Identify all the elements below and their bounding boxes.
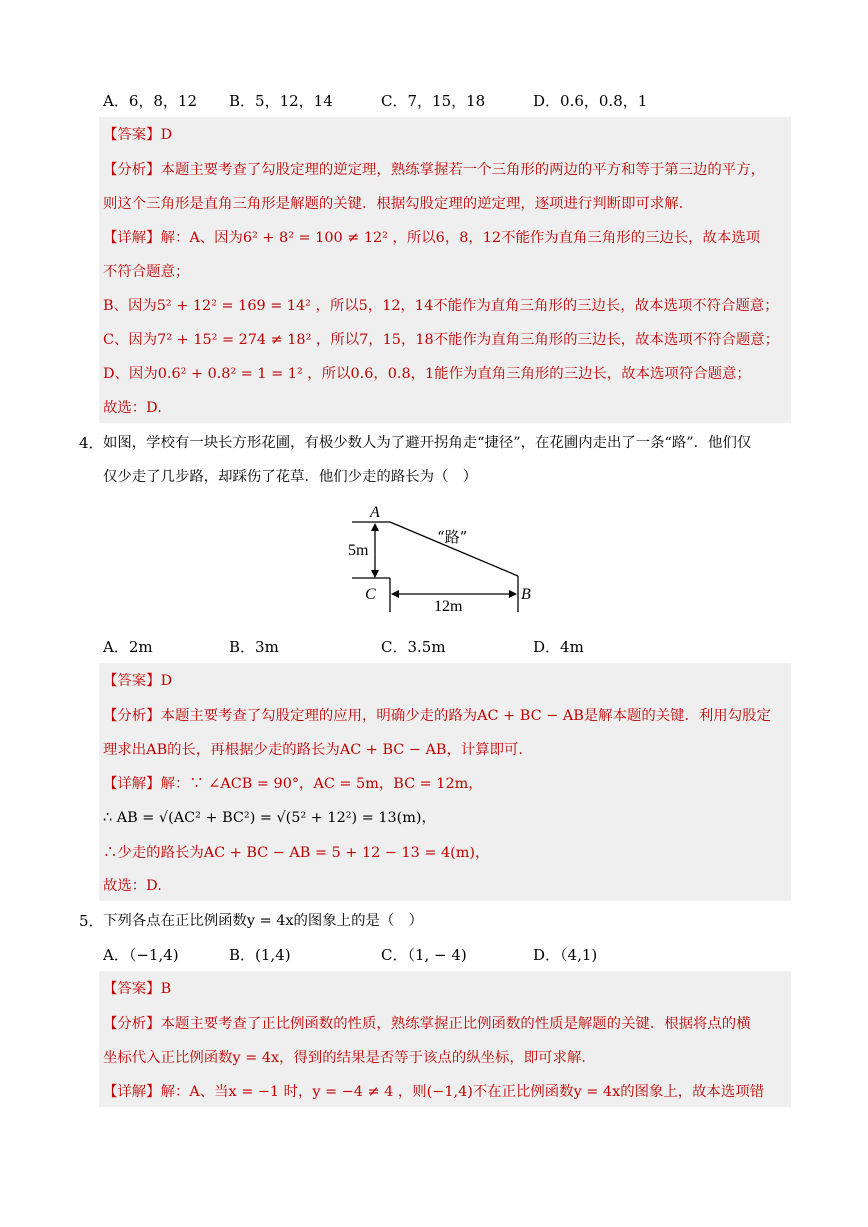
- q3-option-c: C．7，15，18: [381, 92, 486, 110]
- q4-figure: [0, 498, 868, 628]
- q5-analysis-line-1: 【分析】本题主要考查了正比例函数的性质，熟练掌握正比例函数的性质是解题的关键．根据将点的横: [103, 1016, 751, 1032]
- q3-detail-line-5: D、因为0.6² + 0.8² = 1 = 1² ，所以0.6，0.8，1能作为直角三角形的三边长，故本选项符合题意；: [103, 366, 751, 382]
- q4-stem-line-2: 仅少走了几步路，却踩伤了花草．他们少走的路长为（ ）: [103, 469, 478, 485]
- q5-answer: 【答案】B: [103, 981, 172, 997]
- q3-answer: 【答案】D: [103, 127, 173, 143]
- arrow-left-head: [391, 590, 399, 598]
- q5-option-b: B．(1,4): [229, 946, 291, 964]
- q5-option-d: D．（4,1): [533, 946, 598, 964]
- q4-option-d: D．4m: [533, 638, 584, 656]
- q3-detail-line-4: C、因为7² + 15² = 274 ≠ 18² ，所以7，15，18不能作为直角三角形的三边长，故本选项不符合题意；: [103, 332, 780, 348]
- q3-option-b: B．5，12，14: [229, 92, 333, 110]
- q4-analysis-line-2: 理求出AB的长，再根据少走的路长为AC + BC − AB，计算即可．: [103, 742, 533, 758]
- q5-option-c: C．（1, − 4): [381, 946, 467, 964]
- arrow-up-head: [371, 523, 379, 531]
- q4-answer: 【答案】D: [103, 673, 173, 689]
- label-a: A: [370, 504, 380, 521]
- q5-number: 5．: [79, 912, 104, 930]
- q3-analysis-line-1: 【分析】本题主要考查了勾股定理的逆定理，熟练掌握若一个三角形的两边的平方和等于第三边的平方，: [103, 162, 765, 178]
- label-b: B: [521, 586, 531, 603]
- q4-detail-line-2: ∴ AB = √(AC² + BC²) = √(5² + 12²) = 13(m)，: [103, 810, 436, 826]
- q3-detail-line-2: 不符合题意；: [103, 264, 190, 280]
- q4-option-b: B．3m: [229, 638, 279, 656]
- q3-detail-line-1: 【详解】解：A、因为6² + 8² = 100 ≠ 12² ，所以6，8，12不能作为直角三角形的三边长，故本选项: [103, 230, 761, 246]
- q4-number: 4．: [79, 434, 104, 452]
- label-c: C: [365, 586, 376, 603]
- q4-option-a: A．2m: [103, 638, 153, 656]
- q4-detail-line-4: 故选：D.: [103, 878, 162, 894]
- q5-analysis-line-2: 坐标代入正比例函数y = 4x，得到的结果是否等于该点的纵坐标，即可求解．: [103, 1050, 596, 1066]
- q4-stem-line-1: 如图，学校有一块长方形花圃，有极少数人为了避开拐角走“捷径”，在花圃内走出了一条“路”．他们仅: [103, 435, 752, 451]
- q3-detail-line-6: 故选：D.: [103, 400, 162, 416]
- q4-option-c: C．3.5m: [381, 638, 446, 656]
- arrow-right-head: [509, 590, 517, 598]
- q5-option-a: A．（−1,4): [103, 946, 179, 964]
- q3-option-a: A．6，8，12: [103, 92, 198, 110]
- q4-detail-line-3: ∴少走的路长为AC + BC − AB = 5 + 12 − 13 = 4(m)，: [103, 845, 490, 861]
- q3-detail-line-3: B、因为5² + 12² = 169 = 14² ，所以5，12，14不能作为直角三角形的三边长，故本选项不符合题意；: [103, 298, 779, 314]
- label-cb-length: 12m: [434, 598, 463, 615]
- q3-analysis-line-2: 则这个三角形是直角三角形是解题的关键．根据勾股定理的逆定理，逐项进行判断即可求解．: [103, 196, 694, 212]
- q5-stem: 下列各点在正比例函数y = 4x的图象上的是（ ）: [103, 913, 424, 929]
- q3-option-d: D．0.6，0.8，1: [533, 92, 648, 110]
- q4-detail-line-1: 【详解】解：∵ ∠ACB = 90°，AC = 5m，BC = 12m，: [103, 776, 483, 792]
- label-ac-length: 5m: [348, 542, 369, 559]
- label-path: “路”: [437, 528, 468, 546]
- q4-analysis-line-1: 【分析】本题主要考查了勾股定理的应用，明确少走的路为AC + BC − AB是解本题的关键．利用勾股定: [103, 708, 771, 724]
- q5-detail-line-1: 【详解】解：A、当x = −1 时，y = −4 ≠ 4 ，则(−1,4)不在正比例函数y = 4x的图象上，故本选项错: [103, 1084, 765, 1100]
- arrow-down-head: [371, 570, 379, 578]
